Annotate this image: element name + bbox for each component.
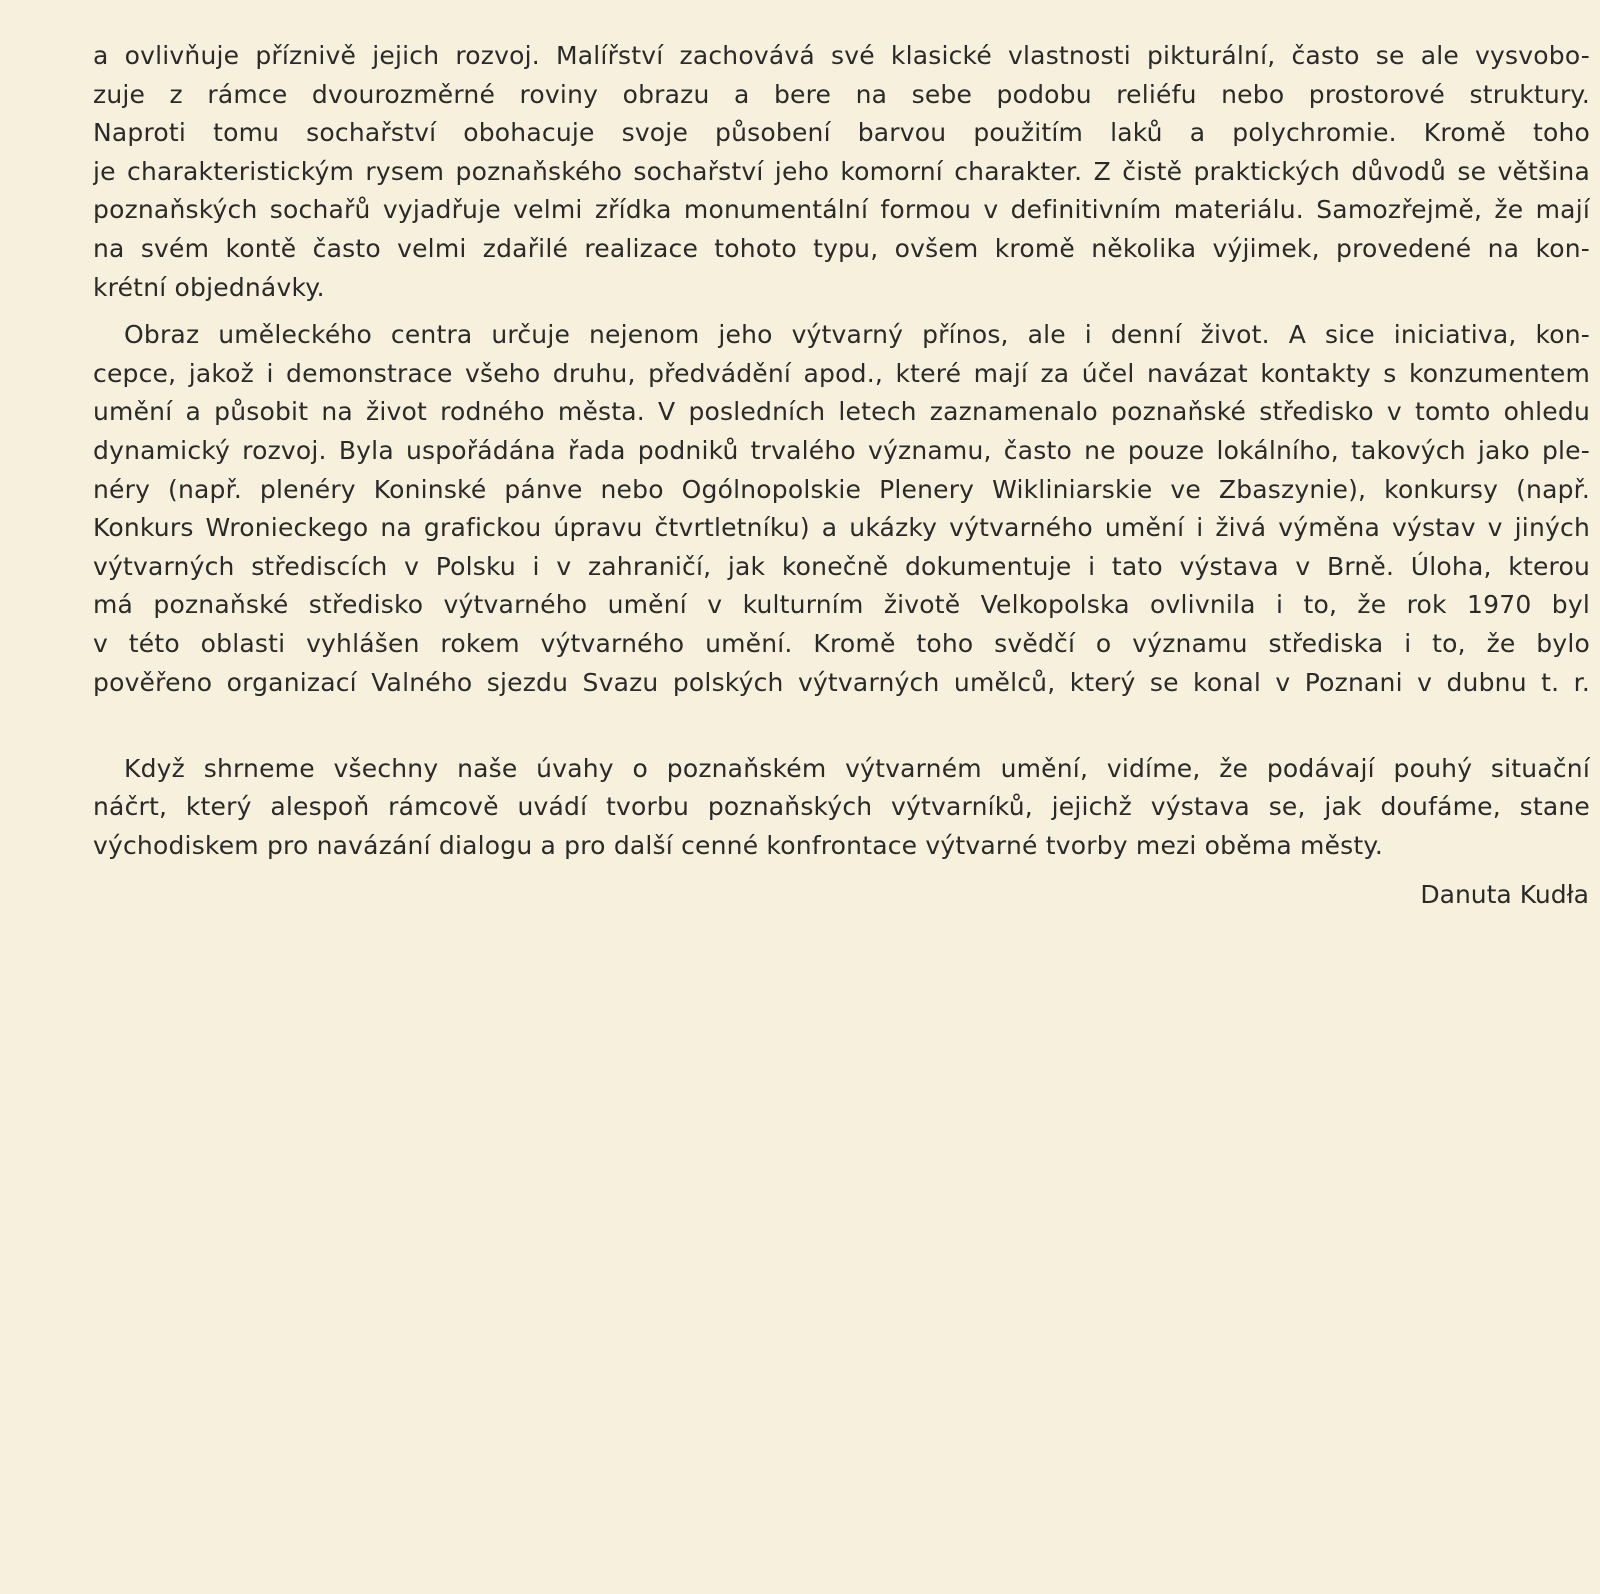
text-line: Když shrneme všechny naše úvahy o poznaňském výtvarném umění, vidíme, že podávají pouhý situační <box>124 753 1590 783</box>
author-signature: Danuta Kudła <box>1420 880 1589 909</box>
text-line: krétní objednávky. <box>93 272 325 302</box>
article-body <box>93 37 1590 865</box>
text-line: poznaňských sochařů vyjadřuje velmi zřídka monumentální formou v definitivním materiálu. Samozřejmě, že mají <box>93 195 1590 225</box>
text-line: je charakteristickým rysem poznaňského sochařství jeho komorní charakter. Z čistě praktických důvodů se většina <box>93 156 1590 186</box>
text-line: výtvarných střediscích v Polsku i v zahraničí, jak konečně dokumentuje i tato výstava v Brně. Úloha, kterou <box>93 551 1590 581</box>
text-line: na svém kontě často velmi zdařilé realizace tohoto typu, ovšem kromě několika výjimek, provedené na kon- <box>93 233 1590 263</box>
text-line: zuje z rámce dvourozměrné roviny obrazu a bere na sebe podobu reliéfu nebo prostorové struktury. <box>93 79 1590 109</box>
paragraph-3 <box>93 750 1590 866</box>
text-line: a ovlivňuje příznivě jejich rozvoj. Malířství zachovává své klasické vlastnosti pikturální, často se ale vysvobo- <box>93 41 1590 70</box>
text-line: východiskem pro navázání dialogu a pro další cenné konfrontace výtvarné tvorby mezi oběma městy. <box>93 830 1383 860</box>
text-line: v této oblasti vyhlášen rokem výtvarného umění. Kromě toho svědčí o významu střediska i to, že bylo <box>93 628 1590 658</box>
text-line: má poznaňské středisko výtvarného umění v kulturním životě Velkopolska ovlivnila i to, že rok 1970 byl <box>93 590 1590 620</box>
paragraph-1 <box>93 37 1590 307</box>
text-line: Naproti tomu sochařství obohacuje svoje působení barvou použitím laků a polychromie. Kromě toho <box>93 118 1590 148</box>
text-line: náčrt, který alespoň rámcově uvádí tvorbu poznaňských výtvarníků, jejichž výstava se, jak doufáme, stane <box>93 792 1590 822</box>
text-line: Konkurs Wronieckego na grafickou úpravu čtvrtletníku) a ukázky výtvarného umění i živá výměna výstav v jiných <box>93 513 1590 543</box>
text-line: umění a působit na život rodného města. V posledních letech zaznamenalo poznaňské středisko v tomto ohledu <box>93 397 1590 427</box>
text-line: Obraz uměleckého centra určuje nejenom jeho výtvarný přínos, ale i denní život. A sice iniciativa, kon- <box>124 320 1590 350</box>
text-line: cepce, jakož i demonstrace všeho druhu, předvádění apod., které mají za účel navázat kontakty s konzumentem <box>93 358 1590 388</box>
paragraph-2 <box>93 316 1590 741</box>
text-line: dynamický rozvoj. Byla uspořádána řada podniků trvalého významu, často ne pouze lokálního, takových jako ple- <box>93 435 1590 465</box>
text-line: pověřeno organizací Valného sjezdu Svazu polských výtvarných umělců, který se konal v Poznani v dubnu t. r. <box>93 667 1590 697</box>
text-line <box>93 702 1590 741</box>
text-line: néry (např. plenéry Koninské pánve nebo Ogólnopolskie Plenery Wikliniarskie ve Zbaszynie), konkursy (např. <box>93 474 1590 504</box>
